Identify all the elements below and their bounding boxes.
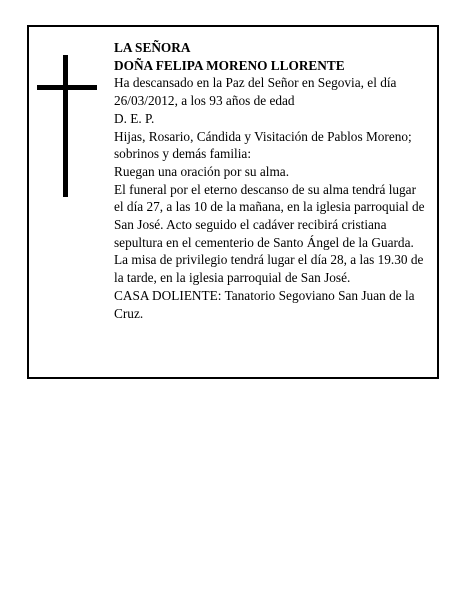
cross-horizontal-bar <box>37 85 97 90</box>
prayer-request-text: Ruegan una oración por su alma. <box>114 163 290 179</box>
heading-line-1: LA SEÑORA <box>114 40 191 55</box>
announcement-text: Ha descansado en la Paz del Señor en Segovia, el día 26/03/2012, a los 93 años de edad <box>114 75 397 109</box>
dep-text: D. E. P. <box>114 110 155 126</box>
family-text: Hijas, Rosario, Cándida y Visitación de Pablos Moreno; sobrinos y demás familia: <box>114 128 412 162</box>
cross-icon <box>37 55 97 197</box>
obituary-text <box>114 39 428 322</box>
funeral-info-text: El funeral por el eterno descanso de su alma tendrá lugar el día 27, a las 10 de la mañana, en la iglesia parroquial de San José. Acto seguido el cadáver recibirá cristiana sepultura en el cementerio de Santo Ángel de la Guarda. La misa de privilegio tendrá lugar el día 28, a las 19.30 de la tarde, en la iglesia parroquial de San José. <box>114 181 425 286</box>
deceased-name: DOÑA FELIPA MORENO LLORENTE <box>114 57 345 73</box>
casa-doliente-text: CASA DOLIENTE: Tanatorio Segoviano San Juan de la Cruz. <box>114 287 415 321</box>
cross-vertical-bar <box>63 55 68 197</box>
